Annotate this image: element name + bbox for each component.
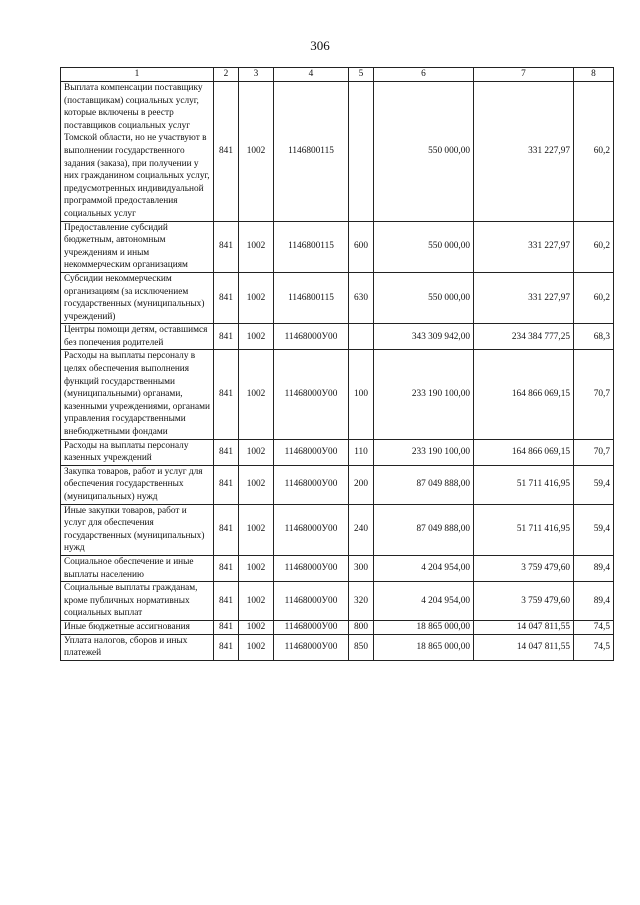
- budget-table: [60, 67, 614, 661]
- fact-amount: 14 047 811,55: [474, 634, 574, 660]
- execution-percent: 89,4: [574, 555, 614, 581]
- section-code: 1002: [239, 504, 274, 555]
- expense-type-code: 200: [349, 465, 374, 504]
- plan-amount: 87 049 888,00: [374, 465, 474, 504]
- table-row: [61, 221, 614, 272]
- table-row: [61, 555, 614, 581]
- target-code: 11468000У00: [274, 465, 349, 504]
- expense-type-code: [349, 324, 374, 350]
- row-name: Социальное обеспечение и иные выплаты населению: [61, 555, 214, 581]
- fact-amount: 331 227,97: [474, 82, 574, 222]
- header-row: [61, 68, 614, 82]
- row-name: Иные бюджетные ассигнования: [61, 620, 214, 634]
- plan-amount: 233 190 100,00: [374, 350, 474, 439]
- section-code: 1002: [239, 439, 274, 465]
- target-code: 1146800115: [274, 272, 349, 323]
- row-name: Уплата налогов, сборов и иных платежей: [61, 634, 214, 660]
- column-header: 4: [274, 68, 349, 82]
- target-code: 1146800115: [274, 82, 349, 222]
- section-code: 1002: [239, 272, 274, 323]
- plan-amount: 550 000,00: [374, 221, 474, 272]
- plan-amount: 18 865 000,00: [374, 634, 474, 660]
- fact-amount: 51 711 416,95: [474, 504, 574, 555]
- row-name: Социальные выплаты гражданам, кроме публичных нормативных социальных выплат: [61, 582, 214, 621]
- fact-amount: 331 227,97: [474, 221, 574, 272]
- grbs-code: 841: [214, 221, 239, 272]
- page-number: 306: [310, 38, 330, 53]
- expense-type-code: 800: [349, 620, 374, 634]
- fact-amount: 14 047 811,55: [474, 620, 574, 634]
- expense-type-code: 630: [349, 272, 374, 323]
- target-code: 11468000У00: [274, 439, 349, 465]
- table-row: [61, 350, 614, 439]
- fact-amount: 164 866 069,15: [474, 350, 574, 439]
- target-code: 11468000У00: [274, 582, 349, 621]
- section-code: 1002: [239, 221, 274, 272]
- target-code: 11468000У00: [274, 634, 349, 660]
- row-name: Субсидии некоммерческим организациям (за исключением государственных (муниципальных) учреждений): [61, 272, 214, 323]
- plan-amount: 550 000,00: [374, 82, 474, 222]
- target-code: 1146800115: [274, 221, 349, 272]
- section-code: 1002: [239, 555, 274, 581]
- fact-amount: 331 227,97: [474, 272, 574, 323]
- row-name: Предоставление субсидий бюджетным, автономным учреждениям и иным некоммерческим организациям: [61, 221, 214, 272]
- expense-type-code: 300: [349, 555, 374, 581]
- section-code: 1002: [239, 82, 274, 222]
- column-header: 2: [214, 68, 239, 82]
- grbs-code: 841: [214, 620, 239, 634]
- plan-amount: 233 190 100,00: [374, 439, 474, 465]
- target-code: 11468000У00: [274, 350, 349, 439]
- row-name: Расходы на выплаты персоналу казенных учреждений: [61, 439, 214, 465]
- table-row: [61, 582, 614, 621]
- row-name: Центры помощи детям, оставшимся без попечения родителей: [61, 324, 214, 350]
- fact-amount: 164 866 069,15: [474, 439, 574, 465]
- section-code: 1002: [239, 582, 274, 621]
- column-header: 6: [374, 68, 474, 82]
- grbs-code: 841: [214, 504, 239, 555]
- grbs-code: 841: [214, 634, 239, 660]
- section-code: 1002: [239, 465, 274, 504]
- fact-amount: 234 384 777,25: [474, 324, 574, 350]
- plan-amount: 343 309 942,00: [374, 324, 474, 350]
- table-row: [61, 504, 614, 555]
- execution-percent: 60,2: [574, 221, 614, 272]
- expense-type-code: 110: [349, 439, 374, 465]
- column-header: 1: [61, 68, 214, 82]
- table-row: [61, 272, 614, 323]
- grbs-code: 841: [214, 272, 239, 323]
- column-header: 8: [574, 68, 614, 82]
- execution-percent: 89,4: [574, 582, 614, 621]
- execution-percent: 70,7: [574, 350, 614, 439]
- plan-amount: 18 865 000,00: [374, 620, 474, 634]
- expense-type-code: 850: [349, 634, 374, 660]
- plan-amount: 550 000,00: [374, 272, 474, 323]
- table-row: [61, 439, 614, 465]
- expense-type-code: 600: [349, 221, 374, 272]
- column-header: 5: [349, 68, 374, 82]
- grbs-code: 841: [214, 82, 239, 222]
- fact-amount: 3 759 479,60: [474, 555, 574, 581]
- grbs-code: 841: [214, 324, 239, 350]
- execution-percent: 59,4: [574, 465, 614, 504]
- grbs-code: 841: [214, 439, 239, 465]
- row-name: Расходы на выплаты персоналу в целях обеспечения выполнения функций государственными (муниципальными) органами, казенными учреждениями, органами управления государственными внебюджетными фондами: [61, 350, 214, 439]
- table-row: [61, 620, 614, 634]
- target-code: 11468000У00: [274, 620, 349, 634]
- grbs-code: 841: [214, 350, 239, 439]
- column-header: 3: [239, 68, 274, 82]
- plan-amount: 87 049 888,00: [374, 504, 474, 555]
- execution-percent: 59,4: [574, 504, 614, 555]
- execution-percent: 68,3: [574, 324, 614, 350]
- fact-amount: 3 759 479,60: [474, 582, 574, 621]
- grbs-code: 841: [214, 555, 239, 581]
- column-header: 7: [474, 68, 574, 82]
- section-code: 1002: [239, 620, 274, 634]
- expense-type-code: 320: [349, 582, 374, 621]
- row-name: Выплата компенсации поставщику (поставщикам) социальных услуг, которые включены в реестр поставщиков социальных услуг Томской области, но не участвуют в выполнении государственного задания (заказа), при получении у них гражданином социальных услуг, предусмотренных индивидуальной программой предоставления социальных услуг: [61, 82, 214, 222]
- expense-type-code: 100: [349, 350, 374, 439]
- execution-percent: 74,5: [574, 634, 614, 660]
- table-row: [61, 465, 614, 504]
- section-code: 1002: [239, 324, 274, 350]
- plan-amount: 4 204 954,00: [374, 555, 474, 581]
- section-code: 1002: [239, 634, 274, 660]
- target-code: 11468000У00: [274, 504, 349, 555]
- table-row: [61, 82, 614, 222]
- execution-percent: 60,2: [574, 272, 614, 323]
- section-code: 1002: [239, 350, 274, 439]
- row-name: Закупка товаров, работ и услуг для обеспечения государственных (муниципальных) нужд: [61, 465, 214, 504]
- expense-type-code: 240: [349, 504, 374, 555]
- table-row: [61, 634, 614, 660]
- grbs-code: 841: [214, 582, 239, 621]
- expense-type-code: [349, 82, 374, 222]
- target-code: 11468000У00: [274, 324, 349, 350]
- plan-amount: 4 204 954,00: [374, 582, 474, 621]
- fact-amount: 51 711 416,95: [474, 465, 574, 504]
- table-row: [61, 324, 614, 350]
- row-name: Иные закупки товаров, работ и услуг для обеспечения государственных (муниципальных) нужд: [61, 504, 214, 555]
- execution-percent: 60,2: [574, 82, 614, 222]
- execution-percent: 74,5: [574, 620, 614, 634]
- grbs-code: 841: [214, 465, 239, 504]
- target-code: 11468000У00: [274, 555, 349, 581]
- execution-percent: 70,7: [574, 439, 614, 465]
